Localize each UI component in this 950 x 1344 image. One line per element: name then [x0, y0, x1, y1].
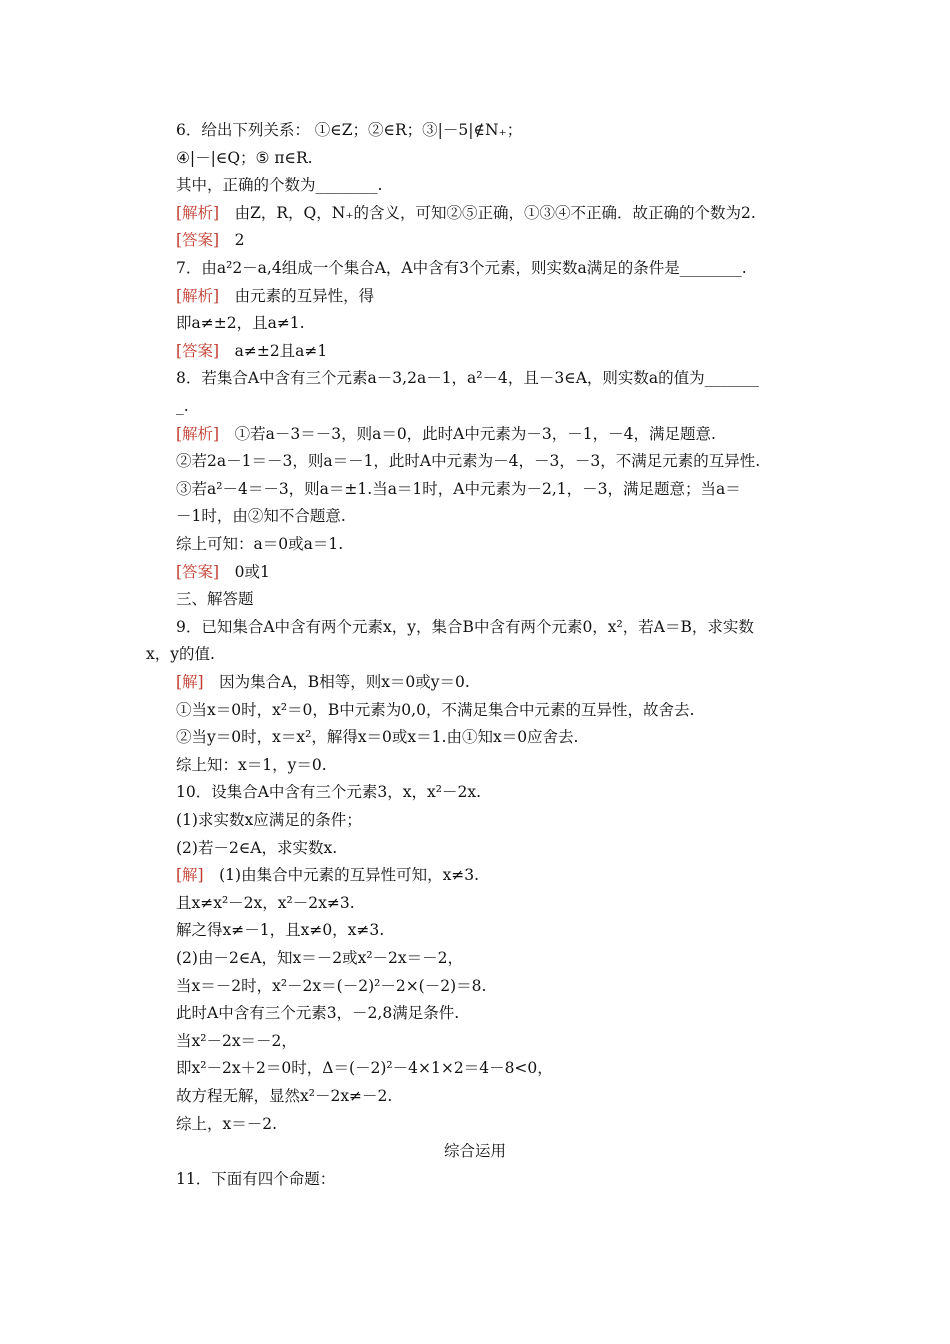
- text-line: [176, 617, 754, 637]
- text-line: [176, 700, 694, 720]
- line-text: 6．给出下列关系： ①∈Z；②∈R；③|－5|∉N₊；: [176, 121, 523, 139]
- text-line: [176, 424, 716, 444]
- text-line: [176, 562, 270, 582]
- line-text: ④|－|∈Q；⑤ π∈R.: [176, 148, 313, 167]
- line-text: ②当y＝0时，x＝x²，解得x＝0或x＝1.由①知x＝0应舍去.: [176, 728, 579, 747]
- answer-tag: [答案]: [176, 341, 220, 360]
- text-line: [176, 1169, 335, 1189]
- line-text: 0或1: [219, 562, 270, 581]
- line-text: 11．下面有四个命题：: [176, 1169, 336, 1188]
- text-line: [176, 920, 384, 940]
- line-text: 故方程无解，显然x²－2x≠－2.: [176, 1087, 393, 1105]
- text-line: [176, 258, 747, 278]
- line-text: －1时，由②知不合题意.: [176, 507, 346, 526]
- text-line: [176, 589, 254, 609]
- line-text: 即a≠±2，且a≠1.: [176, 314, 305, 333]
- answer-tag: [答案]: [176, 231, 220, 250]
- text-line: [176, 506, 346, 526]
- line-text: ③若a²－4＝－3，则a＝±1.当a＝1时，A中元素为－2,1，－3，满足题意；当a＝: [176, 479, 741, 498]
- text-line: [176, 782, 481, 802]
- line-text: 2: [219, 231, 245, 250]
- line-text: x，y的值.: [146, 645, 215, 664]
- text-line: [146, 644, 215, 664]
- text-line: [176, 1003, 459, 1023]
- text-line: [176, 396, 189, 416]
- line-text: ②若2a－1＝－3，则a＝－1，此时A中元素为－4，－3，－3，不满足元素的互异性.: [176, 452, 761, 471]
- text-line: [176, 893, 355, 913]
- line-text: 此时A中含有三个元素3，－2,8满足条件.: [176, 1004, 460, 1023]
- text-line: [176, 175, 382, 195]
- line-text: (1)求实数x应满足的条件；: [176, 811, 362, 829]
- text-line: [176, 341, 327, 361]
- line-text: 综上知：x＝1，y＝0.: [176, 755, 327, 774]
- answer-tag: [解]: [176, 866, 204, 885]
- text-line: [176, 451, 760, 471]
- text-line: [176, 368, 759, 388]
- text-line: [176, 203, 756, 223]
- line-text: (1)由集合中元素的互异性可知，x≠3.: [203, 866, 480, 885]
- answer-tag: [解]: [176, 673, 204, 691]
- text-line: [176, 727, 578, 747]
- text-line: [176, 838, 337, 858]
- line-text: ①若a－3＝－3，则a＝0，此时A中元素为－3，－1，－4，满足题意.: [219, 424, 716, 443]
- line-text: 综上，x＝－2.: [176, 1114, 278, 1133]
- text-line: [176, 976, 486, 996]
- text-line: [176, 534, 343, 554]
- text-line: [176, 1114, 277, 1134]
- text-line: [176, 148, 313, 168]
- text-line: [176, 1031, 297, 1051]
- text-line: [176, 865, 479, 885]
- text-line: [176, 230, 244, 250]
- line-text: 综上可知：a＝0或a＝1.: [176, 535, 344, 553]
- answer-tag: [答案]: [176, 562, 220, 581]
- text-line: [176, 313, 305, 333]
- line-text: 其中，正确的个数为________.: [176, 176, 383, 195]
- answer-tag: [解析]: [176, 424, 220, 443]
- text-line: [176, 672, 470, 692]
- line-text: a≠±2且a≠1: [219, 341, 328, 360]
- line-text: 10．设集合A中含有三个元素3，x，x²－2x.: [176, 783, 482, 802]
- line-text: 即x²－2x＋2＝0时，Δ＝(－2)²－4×1×2＝4－8<0，: [176, 1059, 553, 1078]
- line-text: 由Z，R，Q，N₊的含义，可知②⑤正确，①③④不正确．故正确的个数为2.: [219, 203, 756, 222]
- line-text: 解之得x≠－1，且x≠0，x≠3.: [176, 921, 385, 940]
- line-text: 因为集合A，B相等，则x＝0或y＝0.: [203, 673, 470, 691]
- line-text: (2)由－2∈A，知x＝－2或x²－2x＝－2，: [176, 949, 464, 967]
- text-line: [176, 1058, 553, 1078]
- line-text: ①当x＝0时，x²＝0，B中元素为0,0，不满足集合中元素的互异性，故舍去.: [176, 700, 695, 719]
- text-line: [176, 810, 362, 830]
- line-text: 当x＝－2时，x²－2x＝(－2)²－2×(－2)＝8.: [176, 976, 487, 995]
- text-line: [176, 120, 522, 140]
- text-line: [176, 1086, 392, 1106]
- line-text: 三、解答题: [176, 590, 254, 609]
- line-text: (2)若－2∈A，求实数x.: [176, 838, 338, 857]
- text-line: [176, 755, 327, 775]
- line-text: 9．已知集合A中含有两个元素x，y，集合B中含有两个元素0，x²，若A＝B，求实数: [176, 617, 754, 636]
- line-text: 7．由a²2－a,4组成一个集合A，A中含有3个元素，则实数a满足的条件是________.: [176, 259, 747, 277]
- line-text: 且x≠x²－2x，x²－2x≠3.: [176, 893, 355, 912]
- line-text: 8．若集合A中含有三个元素a－3,2a－1，a²－4，且－3∈A，则实数a的值为_______: [176, 369, 759, 388]
- line-text: 由元素的互异性，得: [219, 286, 375, 305]
- line-text: _.: [176, 397, 189, 415]
- line-text: 当x²－2x＝－2，: [176, 1031, 297, 1050]
- text-line: [176, 286, 374, 306]
- answer-tag: [解析]: [176, 286, 220, 305]
- line-text: 综合运用: [443, 1142, 506, 1161]
- text-line: [176, 479, 741, 499]
- answer-tag: [解析]: [176, 203, 220, 222]
- text-line: [176, 948, 463, 968]
- section-heading: [0, 1141, 950, 1161]
